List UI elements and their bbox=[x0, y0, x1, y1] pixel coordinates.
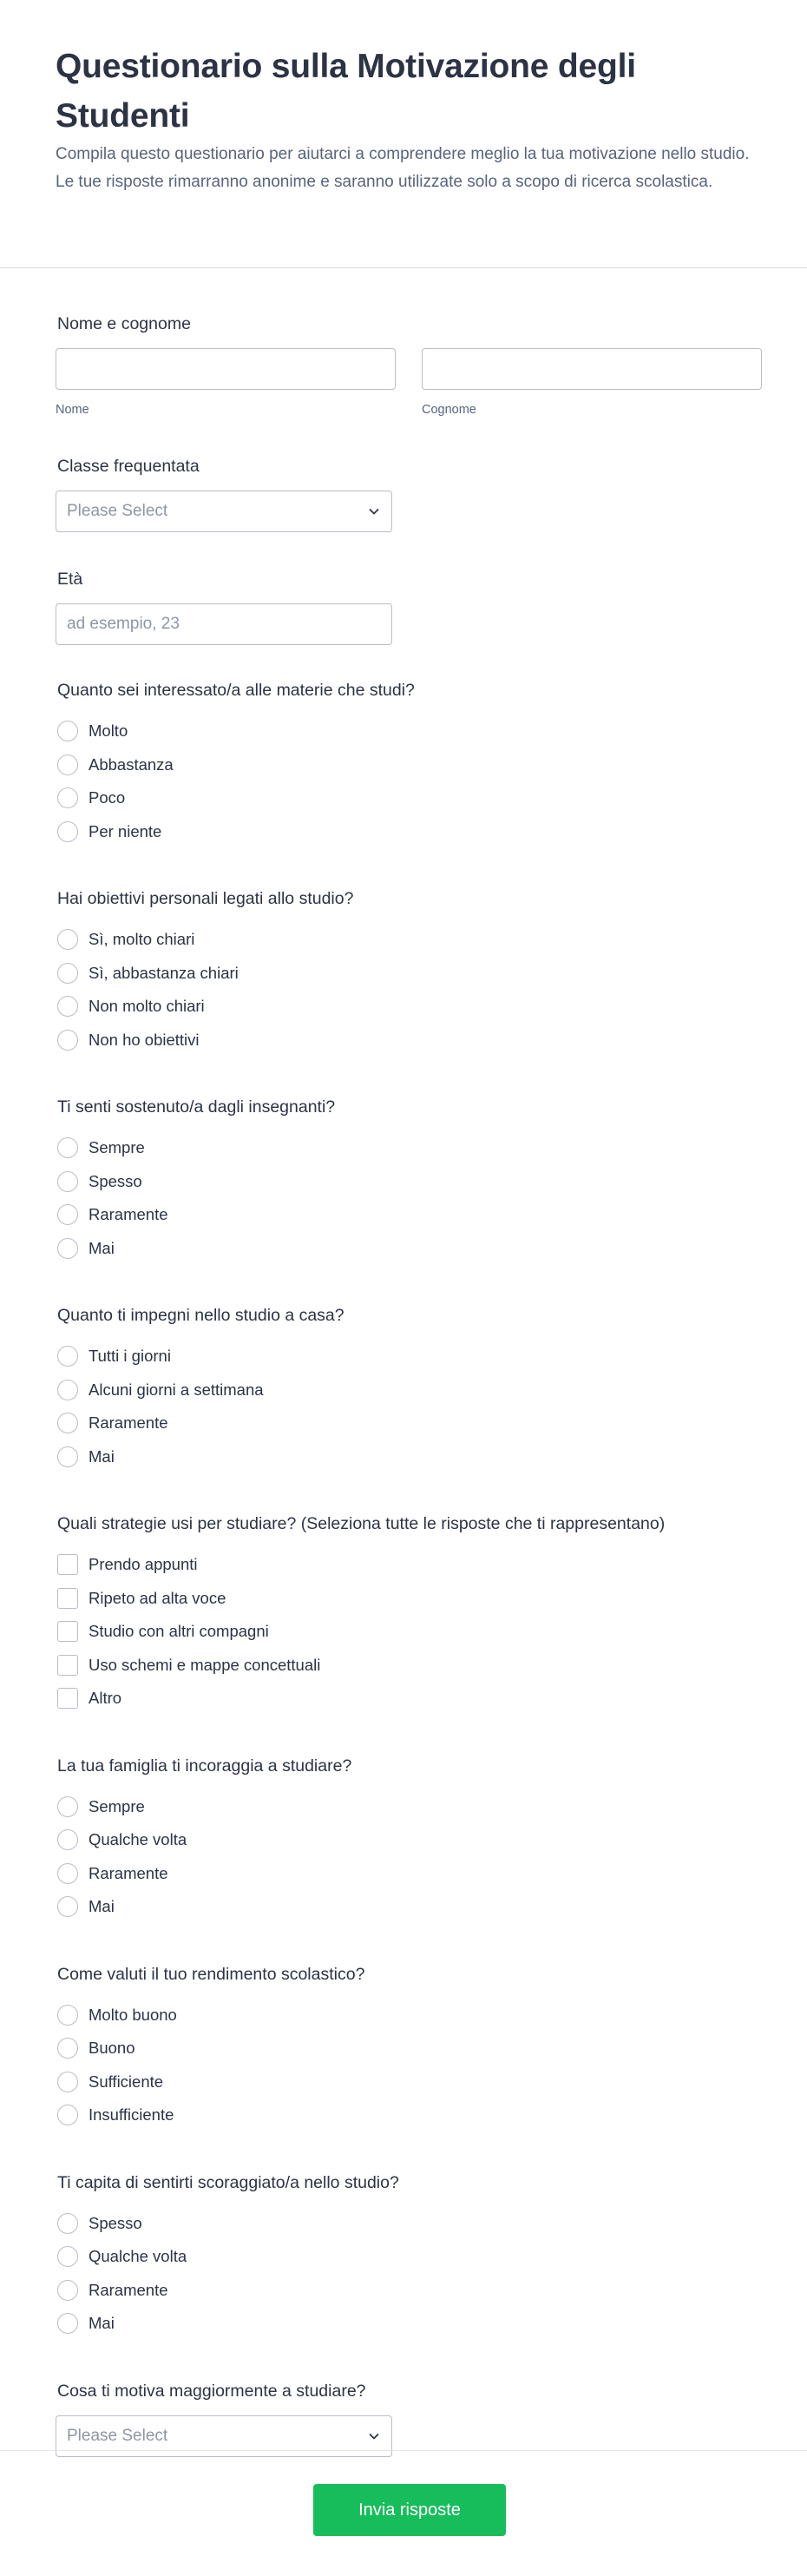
question-options bbox=[57, 1340, 750, 1473]
form-body bbox=[0, 268, 807, 2457]
option-label: Spesso bbox=[89, 2213, 142, 2232]
radio-button[interactable] bbox=[57, 963, 78, 984]
radio-option[interactable] bbox=[57, 2207, 750, 2241]
radio-option[interactable] bbox=[57, 2274, 750, 2308]
radio-button[interactable] bbox=[57, 1238, 78, 1259]
age-field bbox=[57, 567, 750, 645]
option-label: Raramente bbox=[89, 1205, 168, 1224]
checkbox[interactable] bbox=[57, 1688, 78, 1709]
radio-option[interactable] bbox=[57, 923, 750, 957]
radio-option[interactable] bbox=[57, 1165, 750, 1199]
radio-option[interactable] bbox=[57, 1790, 750, 1824]
form-footer bbox=[0, 2450, 807, 2576]
radio-button[interactable] bbox=[57, 1446, 78, 1467]
class-field bbox=[57, 454, 750, 532]
option-label: Alcuni giorni a settimana bbox=[89, 1380, 264, 1399]
option-label: Molto bbox=[89, 721, 128, 741]
question-label: Quali strategie usi per studiare? (Seleziona tutte le risposte che ti rappresentano) bbox=[57, 1514, 666, 1533]
form-title: Questionario sulla Motivazione degli Studenti bbox=[56, 48, 636, 135]
question-4 bbox=[57, 1303, 750, 1473]
radio-button[interactable] bbox=[57, 1796, 78, 1817]
checkbox[interactable] bbox=[57, 1655, 78, 1676]
checkbox-option[interactable] bbox=[57, 1548, 750, 1582]
radio-option[interactable] bbox=[57, 2240, 750, 2274]
age-field-label: Età bbox=[57, 570, 83, 589]
first-name-sublabel: Nome bbox=[56, 403, 89, 417]
radio-option[interactable] bbox=[57, 1374, 750, 1407]
radio-button[interactable] bbox=[57, 929, 78, 950]
checkbox[interactable] bbox=[57, 1554, 78, 1575]
option-label: Qualche volta bbox=[89, 2247, 187, 2266]
option-label: Qualche volta bbox=[89, 1830, 187, 1849]
radio-option[interactable] bbox=[57, 1131, 750, 1165]
radio-button[interactable] bbox=[57, 754, 78, 775]
radio-option[interactable] bbox=[57, 1823, 750, 1857]
checkbox-option[interactable] bbox=[57, 1682, 750, 1716]
radio-button[interactable] bbox=[57, 1030, 78, 1051]
class-select-value: Please Select bbox=[67, 502, 168, 520]
questions-list bbox=[57, 678, 750, 2341]
option-label: Non molto chiari bbox=[89, 997, 205, 1016]
radio-option[interactable] bbox=[57, 990, 750, 1024]
option-label: Mai bbox=[89, 1897, 115, 1916]
last-name-input[interactable] bbox=[422, 348, 762, 390]
question-options bbox=[57, 923, 750, 1057]
option-label: Non ho obiettivi bbox=[89, 1030, 200, 1049]
radio-button[interactable] bbox=[57, 1829, 78, 1850]
radio-option[interactable] bbox=[57, 2032, 750, 2065]
question-options bbox=[57, 2207, 750, 2341]
question-label: Ti capita di sentirti scoraggiato/a nello studio? bbox=[57, 2172, 399, 2192]
radio-button[interactable] bbox=[57, 2105, 78, 2125]
question-6 bbox=[57, 1754, 750, 1924]
last-name-sublabel: Cognome bbox=[422, 403, 476, 417]
question-5 bbox=[57, 1512, 750, 1716]
radio-option[interactable] bbox=[57, 2307, 750, 2341]
question-options bbox=[57, 1999, 750, 2132]
radio-button[interactable] bbox=[57, 721, 78, 741]
option-label: Mai bbox=[89, 1238, 115, 1257]
radio-button[interactable] bbox=[57, 2005, 78, 2026]
question-7 bbox=[57, 1962, 750, 2132]
radio-button[interactable] bbox=[57, 2213, 78, 2234]
question-label: Hai obiettivi personali legati allo studio? bbox=[57, 889, 354, 908]
radio-button[interactable] bbox=[57, 2246, 78, 2267]
radio-button[interactable] bbox=[57, 1346, 78, 1367]
question-options bbox=[57, 1131, 750, 1265]
radio-option[interactable] bbox=[57, 1024, 750, 1057]
option-label: Sì, molto chiari bbox=[89, 930, 195, 949]
chevron-down-icon bbox=[367, 504, 381, 518]
option-label: Spesso bbox=[89, 1171, 142, 1190]
radio-button[interactable] bbox=[57, 2313, 78, 2334]
question-options bbox=[57, 715, 750, 848]
first-name-input[interactable] bbox=[56, 348, 396, 390]
question-label: La tua famiglia ti incoraggia a studiare? bbox=[57, 1756, 352, 1776]
radio-option[interactable] bbox=[57, 1407, 750, 1440]
last-name-col bbox=[422, 348, 762, 418]
option-label: Poco bbox=[89, 788, 126, 807]
radio-option[interactable] bbox=[57, 1340, 750, 1374]
radio-button[interactable] bbox=[57, 1137, 78, 1158]
option-label: Mai bbox=[89, 1446, 115, 1466]
radio-option[interactable] bbox=[57, 715, 750, 748]
option-label: Raramente bbox=[89, 1413, 168, 1433]
radio-button[interactable] bbox=[57, 787, 78, 808]
question-3 bbox=[57, 1095, 750, 1265]
radio-button[interactable] bbox=[57, 996, 78, 1017]
form-header bbox=[0, 0, 807, 268]
motivation-select-value: Please Select bbox=[67, 2426, 168, 2445]
question-options bbox=[57, 1548, 750, 1716]
option-label: Sufficiente bbox=[89, 2072, 164, 2091]
radio-button[interactable] bbox=[57, 1171, 78, 1192]
radio-button[interactable] bbox=[57, 1863, 78, 1884]
option-label: Uso schemi e mappe concettuali bbox=[89, 1655, 321, 1674]
radio-button[interactable] bbox=[57, 1413, 78, 1433]
option-label: Altro bbox=[89, 1689, 122, 1708]
motivation-field bbox=[57, 2379, 750, 2457]
class-field-label: Classe frequentata bbox=[57, 457, 200, 476]
radio-button[interactable] bbox=[57, 2038, 78, 2059]
option-label: Sì, abbastanza chiari bbox=[89, 963, 239, 982]
question-1 bbox=[57, 678, 750, 848]
option-label: Molto buono bbox=[89, 2005, 177, 2024]
radio-option[interactable] bbox=[57, 957, 750, 991]
radio-button[interactable] bbox=[57, 2280, 78, 2301]
radio-option[interactable] bbox=[57, 1890, 750, 1924]
radio-option[interactable] bbox=[57, 1198, 750, 1232]
motivation-field-label: Cosa ti motiva maggiormente a studiare? bbox=[57, 2381, 366, 2401]
option-label: Buono bbox=[89, 2039, 135, 2058]
radio-option[interactable] bbox=[57, 748, 750, 782]
checkbox[interactable] bbox=[57, 1621, 78, 1642]
submit-button[interactable]: Invia risposte bbox=[313, 2484, 506, 2536]
radio-option[interactable] bbox=[57, 1232, 750, 1266]
question-options bbox=[57, 1790, 750, 1924]
chevron-down-icon bbox=[367, 2429, 381, 2443]
option-label: Abbastanza bbox=[89, 754, 174, 774]
question-8 bbox=[57, 2171, 750, 2341]
option-label: Mai bbox=[89, 2314, 115, 2333]
option-label: Insufficiente bbox=[89, 2105, 174, 2125]
question-label: Come valuti il tuo rendimento scolastico? bbox=[57, 1964, 365, 1984]
question-label: Quanto sei interessato/a alle materie che studi? bbox=[57, 681, 415, 700]
option-label: Ripeto ad alta voce bbox=[89, 1588, 226, 1607]
radio-option[interactable] bbox=[57, 1999, 750, 2032]
option-label: Sempre bbox=[89, 1796, 145, 1815]
option-label: Sempre bbox=[89, 1138, 145, 1157]
checkbox-option[interactable] bbox=[57, 1582, 750, 1616]
question-2 bbox=[57, 886, 750, 1057]
radio-button[interactable] bbox=[57, 2072, 78, 2092]
radio-button[interactable] bbox=[57, 1204, 78, 1225]
radio-option[interactable] bbox=[57, 1440, 750, 1474]
name-field bbox=[57, 312, 750, 418]
radio-option[interactable] bbox=[57, 2098, 750, 2132]
radio-option[interactable] bbox=[57, 815, 750, 849]
radio-option[interactable] bbox=[57, 781, 750, 815]
radio-button[interactable] bbox=[57, 1380, 78, 1400]
class-select[interactable] bbox=[56, 491, 392, 532]
option-label: Studio con altri compagni bbox=[89, 1622, 269, 1641]
checkbox-option[interactable] bbox=[57, 1615, 750, 1649]
option-label: Raramente bbox=[89, 1863, 168, 1882]
question-label: Quanto ti impegni nello studio a casa? bbox=[57, 1306, 344, 1325]
checkbox[interactable] bbox=[57, 1588, 78, 1609]
radio-button[interactable] bbox=[57, 1896, 78, 1917]
radio-option[interactable] bbox=[57, 1857, 750, 1891]
option-label: Raramente bbox=[89, 2280, 168, 2299]
option-label: Prendo appunti bbox=[89, 1555, 198, 1574]
option-label: Tutti i giorni bbox=[89, 1347, 171, 1366]
form-description: Compila questo questionario per aiutarci a comprendere meglio la tua motivazione nello studio. Le tue risposte rimarranno anonime e saranno utilizzate solo a scopo di ricerca scolastica. bbox=[56, 145, 750, 191]
first-name-col bbox=[56, 348, 396, 418]
radio-option[interactable] bbox=[57, 2065, 750, 2099]
option-label: Per niente bbox=[89, 821, 162, 840]
radio-button[interactable] bbox=[57, 821, 78, 842]
name-row bbox=[56, 348, 750, 418]
name-field-label: Nome e cognome bbox=[57, 314, 191, 333]
question-label: Ti senti sostenuto/a dagli insegnanti? bbox=[57, 1097, 336, 1117]
age-input[interactable] bbox=[56, 603, 392, 645]
checkbox-option[interactable] bbox=[57, 1649, 750, 1683]
